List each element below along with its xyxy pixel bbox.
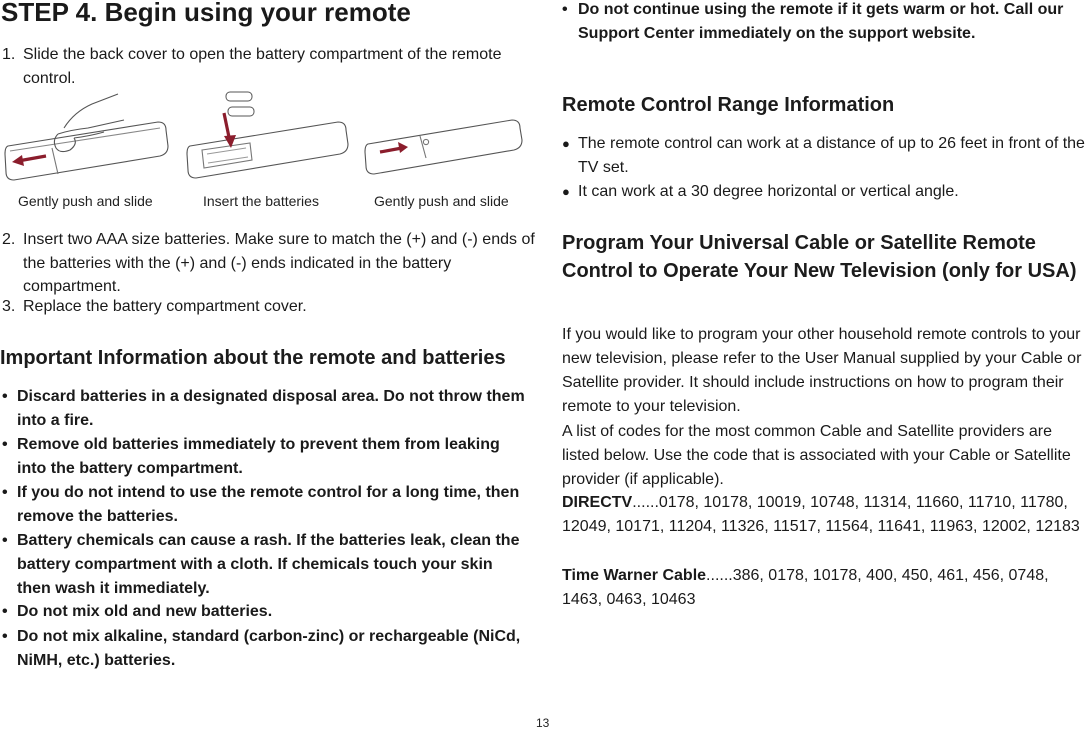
step-text: Replace the battery compartment cover. [23, 298, 307, 315]
important-item [0, 625, 530, 673]
bullet: ● [562, 136, 570, 151]
bullet: • [2, 628, 8, 645]
arrow-left-icon [12, 155, 46, 166]
important-item [0, 529, 530, 601]
leader-dots: ...... [632, 494, 659, 511]
range-heading: Remote Control Range Information [562, 94, 895, 116]
important-item [0, 600, 530, 624]
step-text: Slide the back cover to open the battery compartment of the remote control. [23, 46, 502, 87]
range-item-text: The remote control can work at a distance of up to 26 feet in front of the TV set. [578, 135, 1085, 176]
arrow-right-icon [380, 142, 408, 153]
bullet: • [2, 436, 8, 453]
important-item [0, 481, 530, 529]
step-title: STEP 4. Begin using your remote [1, 0, 411, 27]
warning-bullet [562, 0, 1087, 46]
figure-label: Gently push and slide [374, 193, 509, 209]
bullet: • [2, 484, 8, 501]
page-number: 13 [536, 716, 550, 730]
battery-illustrations [0, 88, 540, 212]
provider-name: DIRECTV [562, 494, 633, 511]
range-item [562, 180, 1087, 204]
important-item-text: Do not mix old and new batteries. [17, 603, 273, 620]
bullet: • [2, 532, 8, 549]
step-3 [0, 295, 540, 319]
codes-intro-paragraph: A list of codes for the most common Cable and Satellite providers are listed below. Use the code that is associated with your Cable or Satellite provider (if applicable). [562, 423, 1071, 488]
bullet: • [562, 1, 568, 18]
warning-text: Do not continue using the remote if it gets warm or hot. Call our Support Center immediately on the support website. [578, 1, 1064, 42]
provider-name: Time Warner Cable [562, 567, 707, 584]
important-item-text: Do not mix alkaline, standard (carbon-zinc) or rechargeable (NiCd, NiMH, etc.) batteries. [17, 628, 521, 669]
bullet: • [2, 603, 8, 620]
step-number: 2. [2, 231, 16, 248]
figure-slide-close [362, 88, 537, 197]
remote-icon [0, 88, 175, 192]
remote-icon [362, 88, 537, 192]
figure-label: Insert the batteries [203, 193, 319, 209]
important-item-text: If you do not intend to use the remote control for a long time, then remove the batteries. [17, 484, 520, 525]
step-1 [0, 43, 540, 90]
remote-icon [184, 88, 359, 192]
range-item-text: It can work at a 30 degree horizontal or vertical angle. [578, 183, 959, 200]
important-item-text: Remove old batteries immediately to prevent them from leaking into the battery compartment. [17, 436, 500, 477]
step-text: Insert two AAA size batteries. Make sure to match the (+) and (-) ends of the batteries with the (+) and (-) ends indicated in the battery compartment. [23, 231, 535, 295]
program-heading: Program Your Universal Cable or Satellite Remote Control to Operate Your New Television (only for USA) [562, 232, 1077, 282]
bullet: ● [562, 184, 570, 199]
figure-label: Gently push and slide [18, 193, 153, 209]
important-item-text: Battery chemicals can cause a rash. If the batteries leak, clean the battery compartment with a cloth. If chemicals touch your skin then wash it immediately. [17, 532, 520, 597]
step-number: 1. [2, 46, 16, 63]
important-item [0, 433, 530, 481]
leader-dots: ...... [706, 567, 733, 584]
code-values: 0178, 10178, 10019, 10748, 11314, 11660, 11710, 11780, 12049, 10171, 11204, 11326, 11517, 11564, 11641, 11963, 12002, 12183 [562, 494, 1080, 535]
battery-icon [226, 92, 254, 116]
important-item-text: Discard batteries in a designated disposal area. Do not throw them into a fire. [17, 388, 525, 429]
step-2 [0, 228, 540, 299]
arrow-down-icon [224, 113, 236, 148]
program-paragraph: If you would like to program your other household remote controls to your new television, please refer to the User Manual supplied by your Cable or Satellite provider. It should include instructions on how to program their remote to your television. [562, 326, 1082, 415]
bullet: • [2, 388, 8, 405]
figure-insert-batteries [184, 88, 359, 197]
code-list-time-warner [562, 564, 1087, 612]
code-values: 386, 0178, 10178, 400, 450, 461, 456, 0748, 1463, 0463, 10463 [562, 567, 1049, 608]
important-item [0, 385, 530, 433]
important-heading: Important Information about the remote and batteries [0, 347, 506, 369]
step-number: 3. [2, 298, 16, 315]
figure-slide-open [0, 88, 175, 197]
code-list-directv [562, 491, 1087, 539]
range-item [562, 132, 1087, 180]
